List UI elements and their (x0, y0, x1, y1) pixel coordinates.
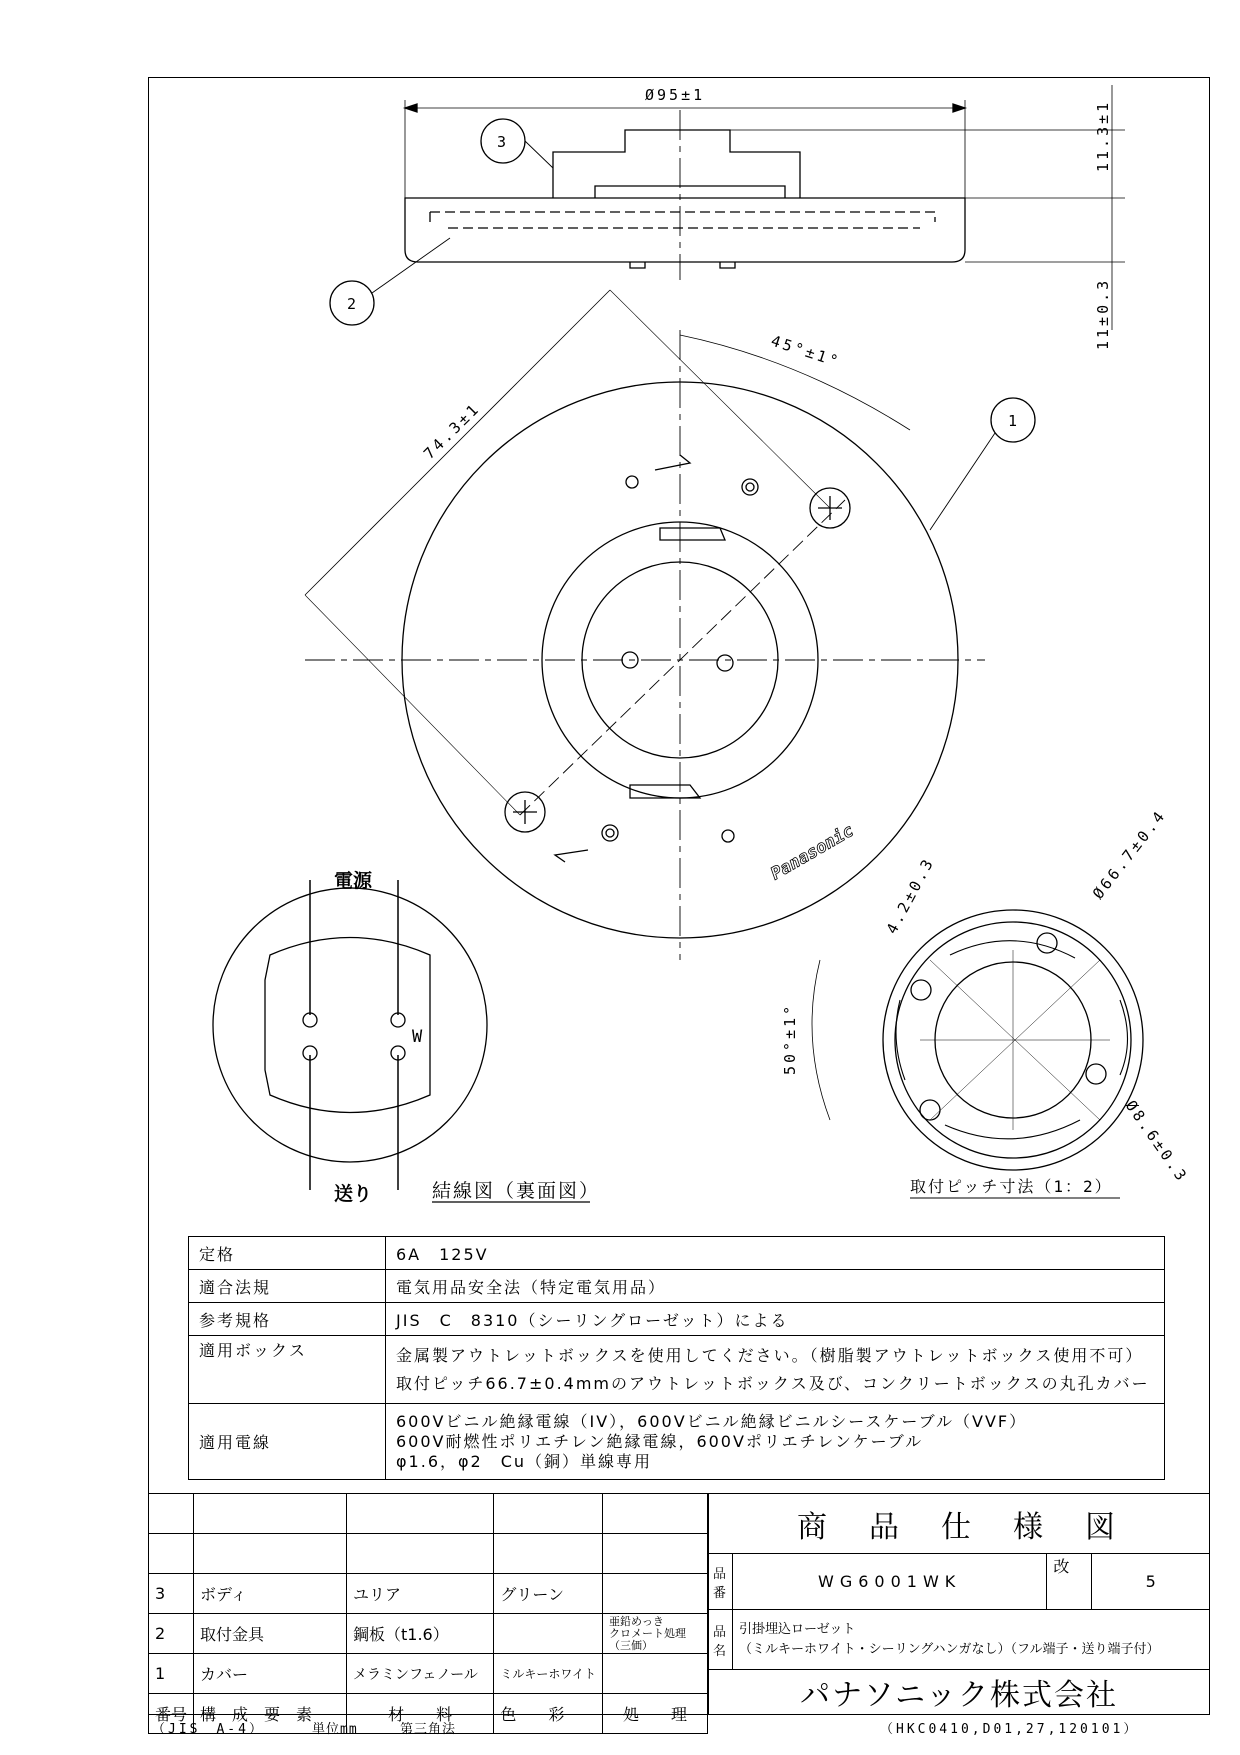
part-material: ユリア (347, 1574, 494, 1614)
spec-key: 適用ボックス (189, 1336, 386, 1404)
part-treatment (602, 1574, 707, 1614)
dim-dist-74-3: 74.3±1 (420, 399, 484, 463)
part-no: 2 (149, 1614, 194, 1654)
product-name-line1: 引掛埋込ローゼット (738, 1621, 856, 1637)
dim-angle-50: 50°±1° (781, 1002, 799, 1075)
spec-key: 定格 (189, 1237, 386, 1270)
balloon-3-label: 3 (497, 133, 507, 151)
rev-label: 改 (1047, 1554, 1092, 1610)
spec-value: 600Vビニル絶縁電線（IV），600Vビニル絶縁ビニルシースケーブル（VVF） 600V耐燃性ポリエチレン絶縁電線，600Vポリエチレンケーブル φ1.6，φ2 Cu（銅）単線専用 (386, 1404, 1165, 1480)
product-table (708, 1493, 1210, 1715)
brand-logo: Panasonic (767, 820, 858, 885)
dim-hole-8-6: Ø8.6±0.3 (1121, 1096, 1192, 1187)
title-block (148, 1493, 1210, 1724)
footer-paper: （JIS A-4） (152, 1722, 265, 1737)
company-name: パナソニック株式会社 (709, 1670, 1210, 1715)
wiring-caption: 結線図（裏面図） (432, 1180, 601, 1202)
side-view-base (405, 198, 965, 262)
footer-projection: 第三角法 (400, 1722, 457, 1737)
part-treatment (602, 1654, 707, 1694)
footer-code: （HKC0410,D01,27,120101） (880, 1722, 1140, 1737)
spec-value: 金属製アウトレットボックスを使用してください。（樹脂製アウトレットボックス使用不可） 取付ピッチ66.7±0.4mmのアウトレットボックス及び、コンクリートボックスの丸孔カバー (386, 1336, 1165, 1404)
part-no-label: 品番 (709, 1554, 733, 1610)
header-material: 材 料 (347, 1694, 494, 1734)
doc-title: 商 品 仕 様 図 (709, 1494, 1210, 1554)
footer-unit: 単位mm (312, 1722, 358, 1737)
part-number: WG6001WK (732, 1554, 1046, 1610)
wiring-diagram-circle (213, 888, 487, 1162)
rev-number: 5 (1092, 1554, 1210, 1610)
part-material: 鋼板（t1.6） (347, 1614, 494, 1654)
spec-key: 適用電線 (189, 1404, 386, 1480)
dim-angle-45: 45°±1° (768, 331, 843, 372)
header-treatment: 処 理 (602, 1694, 707, 1734)
spec-key: 参考規格 (189, 1303, 386, 1336)
dim-height-11: 11±0.3 (1094, 277, 1112, 350)
parts-table (148, 1493, 708, 1734)
dim-pitch-66-7: Ø66.7±0.4 (1088, 806, 1170, 903)
header-no: 番号 (149, 1694, 194, 1734)
parts-row (149, 1654, 708, 1694)
dim-height-11-3: 11.3±1 (1094, 99, 1112, 172)
spec-key: 適合法規 (189, 1270, 386, 1303)
part-color: ミルキーホワイト (494, 1654, 603, 1694)
spec-value: 電気用品安全法（特定電気用品） (386, 1270, 1165, 1303)
part-material: メラミンフェノール (347, 1654, 494, 1694)
header-component: 構 成 要 素 (194, 1694, 347, 1734)
spec-table (188, 1236, 1165, 1480)
part-color: グリーン (494, 1574, 603, 1614)
product-name-line2: （ミルキーホワイト・シーリングハンガなし）（フル端子・送り端子付） (738, 1641, 1160, 1657)
dim-4-2: 4.2±0.3 (882, 854, 939, 937)
part-component: カバー (194, 1654, 347, 1694)
part-color (494, 1614, 603, 1654)
balloon-2-label: 2 (347, 295, 357, 313)
balloon-1-label: 1 (1008, 412, 1018, 430)
dim-diameter-95: Ø95±1 (645, 86, 706, 104)
pitch-caption: 取付ピッチ寸法（1：2） (910, 1177, 1113, 1196)
part-component: ボディ (194, 1574, 347, 1614)
part-no: 1 (149, 1654, 194, 1694)
part-no: 3 (149, 1574, 194, 1614)
wiring-w-label: W (412, 1027, 423, 1047)
wiring-out-label: 送り (334, 1183, 373, 1205)
header-color: 色 彩 (494, 1694, 603, 1734)
spec-value: 6A 125V (386, 1237, 1165, 1270)
part-treatment: 亜鉛めっき クロメート処理（三価） (602, 1614, 707, 1654)
spec-value: JIS C 8310（シーリングローゼット）による (386, 1303, 1165, 1336)
name-label: 品名 (709, 1610, 733, 1670)
part-component: 取付金具 (194, 1614, 347, 1654)
parts-row (149, 1574, 708, 1614)
parts-row (149, 1614, 708, 1654)
wiring-power-label: 電源 (334, 870, 373, 892)
